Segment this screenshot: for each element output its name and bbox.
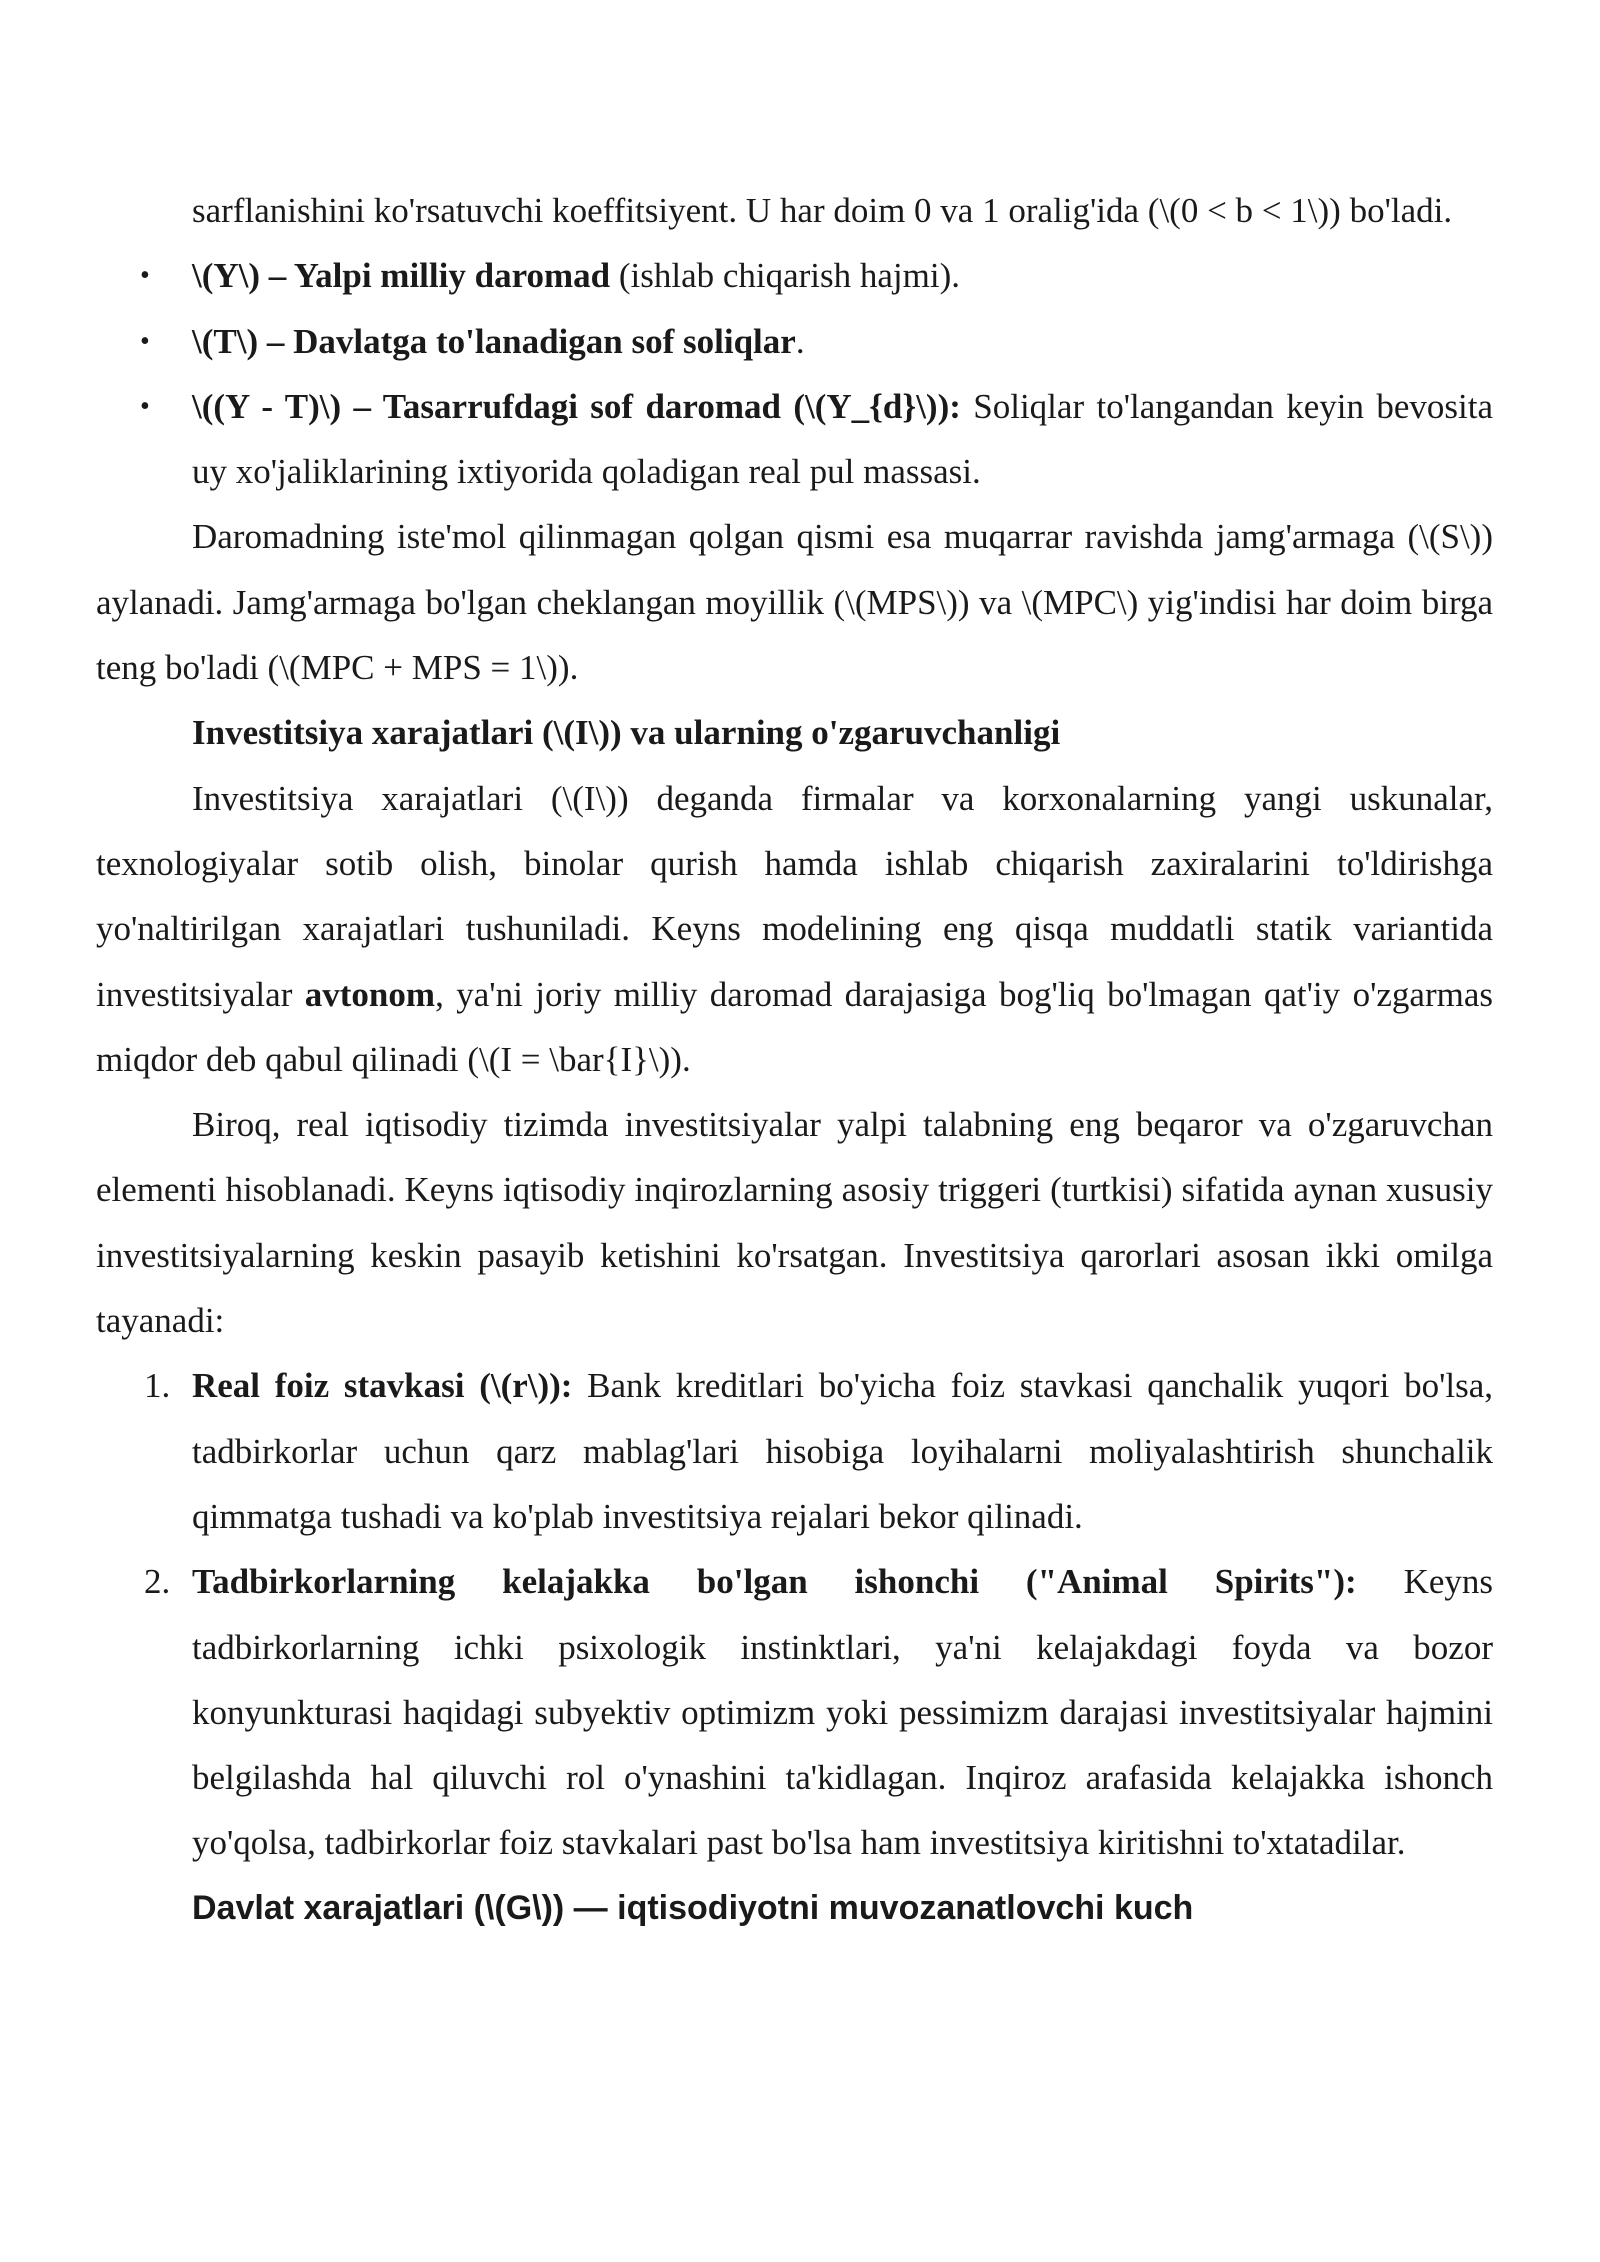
list-term: \(Y\) – Yalpi milliy daromad	[192, 256, 611, 296]
list-item	[96, 1353, 1493, 1549]
list-item	[96, 243, 1493, 308]
list-term: Real foiz stavkasi (\(r\)):	[192, 1366, 573, 1406]
list-item	[96, 309, 1493, 374]
paragraph-text: Investitsiya xarajatlari (\(I\)) deganda firmalar va korxonalarning yangi uskunalar, texnologiyalar sotib olish, binolar qurish hamda ishlab chiqarish zaxiralarini to'ldirishga yo'naltirilgan xarajatlari tushuniladi. Keyns modelining eng qisqa muddatli statik variantida investitsiyalar	[96, 778, 1493, 1014]
list-text: (ishlab chiqarish hajmi).	[610, 256, 961, 296]
section-heading-investment: Investitsiya xarajatlari (\(I\)) va ularning o'zgaruvchanligi	[192, 713, 1061, 753]
bullet-list	[96, 243, 1493, 504]
list-text: Keyns tadbirkorlarning ichki psixologik instinktlari, ya'ni kelajakdagi foyda va bozor konyunkturasi haqidagi subyektiv optimizm yoki pessimizm darajasi investitsiyalar hajmini belgilashda hal qiluvchi rol o'ynashini ta'kidlagan. Inqiroz arafasida kelajakka ishonch yo'qolsa, tadbirkorlar foiz stavkalari past bo'lsa ham investitsiya kiritishni to'xtatadilar.	[192, 1562, 1493, 1863]
list-number: 2.	[144, 1562, 171, 1602]
bullet-marker: •	[140, 325, 150, 357]
numbered-list	[96, 1353, 1493, 1875]
list-number: 1.	[144, 1366, 171, 1406]
paragraph-text: , ya'ni joriy milliy daromad darajasiga bog'liq bo'lmagan qat'iy o'zgarmas miqdor deb qabul qilinadi (\(I = \bar{I}\)).	[96, 974, 1493, 1079]
list-text: Soliqlar to'langandan keyin bevosita uy xo'jaliklarining ixtiyorida qoladigan real pul massasi.	[192, 386, 1493, 492]
bullet-marker: •	[140, 260, 150, 292]
bullet-marker: •	[140, 390, 150, 422]
paragraph-savings: Daromadning iste'mol qilinmagan qolgan qismi esa muqarrar ravishda jamg'armaga (\(S\)) aylanadi. Jamg'armaga bo'lgan cheklangan moyillik (\(MPS\)) va \(MPC\) yig'indisi har doim birga teng bo'ladi (\(MPC + MPS = 1\)).	[96, 517, 1493, 688]
list-term: \(T\) – Davlatga to'lanadigan sof soliqlar	[192, 321, 796, 361]
paragraph-investment-volatility: Biroq, real iqtisodiy tizimda investitsiyalar yalpi talabning eng beqaror va o'zgaruvchan elementi hisoblanadi. Keyns iqtisodiy inqirozlarning asosiy triggeri (turtkisi) sifatida aynan xususiy investitsiyalarning keskin pasayib ketishini ko'rsatgan. Investitsiya qarorlari asosan ikki omilga tayanadi:	[96, 1105, 1493, 1341]
paragraph-investment-definition	[96, 766, 1493, 1092]
list-term: \((Y - T)\) – Tasarrufdagi sof daromad (\(Y_{d}\)):	[192, 386, 961, 426]
list-text: .	[795, 321, 805, 361]
list-text: Bank kreditlari bo'yicha foiz stavkasi qanchalik yuqori bo'lsa, tadbirkorlar uchun qarz mablag'lari hisobiga loyihalarni moliyalashtirish shunchalik qimmatga tushadi va ko'plab investitsiya rejalari bekor qilinadi.	[192, 1366, 1493, 1536]
bold-term: avtonom	[304, 974, 436, 1014]
list-term: Tadbirkorlarning kelajakka bo'lgan ishonchi ("Animal Spirits"):	[192, 1562, 1357, 1602]
section-heading-government: Davlat xarajatlari (\(G\)) — iqtisodiyotni muvozanatlovchi kuch	[192, 1888, 1194, 1927]
continued-paragraph: sarflanishini ko'rsatuvchi koeffitsiyent. U har doim 0 va 1 oralig'ida (\(0 < b < 1\)) bo'ladi.	[192, 191, 1453, 230]
list-item	[96, 1549, 1493, 1875]
list-item	[96, 374, 1493, 505]
